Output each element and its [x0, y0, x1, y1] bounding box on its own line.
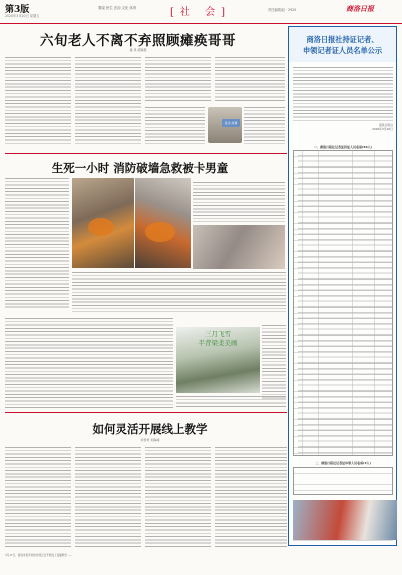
masthead [0, 0, 402, 24]
story3-byline: 李雪祥 刘海峰 [140, 438, 160, 442]
photo-caption: 3月17日，商洛市某学校的老师正在开展线上直播教学…… [5, 554, 73, 557]
newspaper-logo: 商洛日报 [346, 5, 374, 13]
story1-column-4 [215, 57, 285, 103]
table2-caption: 二、商洛日报社记者证申领人员名单(3人) [315, 461, 371, 465]
table2 [293, 467, 393, 495]
story2-text-bottom [72, 272, 286, 312]
page-number: 第3版 [5, 5, 30, 15]
rescue-photo-2 [135, 178, 191, 268]
story3-column-4 [215, 447, 287, 549]
story3-column-1 [5, 447, 71, 549]
story2-text-right [193, 182, 285, 222]
story1-column-1 [5, 57, 71, 145]
story1-column-3b [145, 107, 205, 145]
story1-headline[interactable]: 六旬老人不离不弃照顾瘫痪哥哥 [40, 33, 236, 49]
story-badge: 身边 故事 [222, 119, 240, 127]
section-label: 社 会 [179, 7, 222, 18]
story1-column-3 [145, 57, 211, 103]
notice-signature: 商洛日报社 2020年3月20日 [372, 123, 393, 131]
poem-title: 三月飞雪 半背梁柔美画 [198, 330, 238, 347]
divider [5, 153, 287, 154]
divider [5, 412, 287, 413]
table1-caption: 一、商洛日报社记者证持证人员名单(56人) [314, 145, 372, 149]
poem-text [262, 325, 286, 399]
story1-column-4b [244, 107, 285, 145]
editor-line: 责任编辑/赵 · 2920 [268, 8, 297, 12]
section-title [170, 3, 231, 18]
date-line: 2020年3月20日 星期五 [5, 14, 40, 18]
section-nav[interactable]: 要闻 民生 法治 文化 体育 [98, 6, 137, 10]
story3-column-2 [75, 447, 141, 549]
online-teaching-photo [293, 500, 397, 540]
table1-rows [298, 155, 392, 455]
story2-continued [5, 318, 173, 408]
story1-byline: 通 讯 郭海霞 [129, 48, 147, 52]
notice-title-line1: 商洛日报社持证记者、 [306, 35, 379, 44]
notice-box [288, 26, 397, 546]
story3-headline[interactable]: 如何灵活开展线上教学 [92, 422, 208, 436]
story3-column-3 [145, 447, 211, 549]
notice-title-line2: 申领记者证人员名单公示 [302, 46, 383, 55]
rescue-photo-1 [72, 178, 134, 268]
story2-column-1 [5, 178, 69, 308]
story2-headline[interactable]: 生死一小时 消防破墙急救被卡男童 [51, 161, 229, 175]
bracket-right-icon: ] [221, 7, 231, 18]
rescue-photo-3 [193, 225, 285, 269]
notice-body [293, 67, 393, 121]
poem-caption [176, 396, 286, 408]
bracket-left-icon: [ [170, 7, 180, 18]
story1-column-2 [75, 57, 141, 145]
